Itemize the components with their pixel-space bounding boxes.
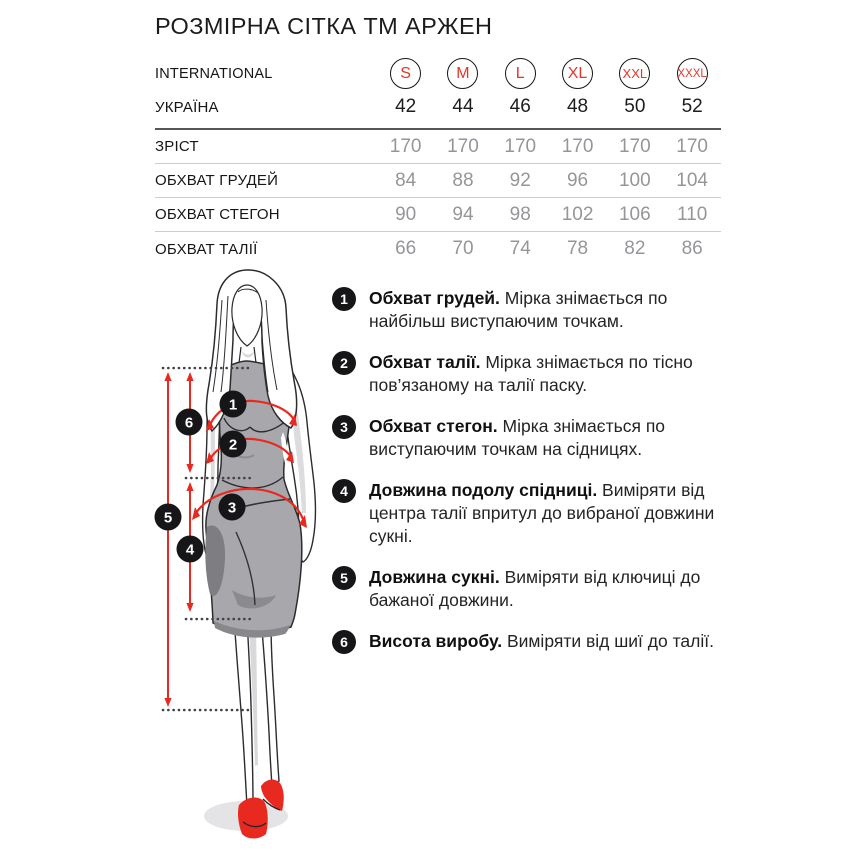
legend-item-4 xyxy=(332,479,724,548)
size-circle-xl xyxy=(549,58,606,89)
measurement-value: 96 xyxy=(566,169,589,191)
measurement-value: 170 xyxy=(618,135,651,157)
marker-5: 5 xyxy=(163,509,173,527)
size-table xyxy=(155,57,721,266)
ukraine-size-value: 44 xyxy=(452,96,474,117)
legend-item-3 xyxy=(332,415,724,461)
marker-1: 1 xyxy=(228,396,238,414)
measurement-value: 66 xyxy=(395,238,417,259)
measurement-value: 170 xyxy=(389,135,422,157)
measurement-value: 94 xyxy=(452,203,474,225)
measurement-value: 88 xyxy=(452,169,474,191)
measurement-value: 170 xyxy=(504,135,537,157)
row-label: ОБХВАТ ГРУДЕЙ xyxy=(155,172,279,189)
measurement-value: 74 xyxy=(509,238,531,259)
legend-item-1 xyxy=(332,287,724,333)
legend-text: Обхват стегон. Мірка знімається по виступаючим точкам на сідницях. xyxy=(369,416,666,459)
ukraine-size-value: 52 xyxy=(681,96,703,117)
left-shoe xyxy=(238,798,268,839)
size-circle-m xyxy=(434,58,491,89)
size-circle-badge: M xyxy=(447,58,478,89)
legend-number-badge: 5 xyxy=(332,566,356,590)
legend-number-badge: 3 xyxy=(332,415,356,439)
measurement-value: 86 xyxy=(681,238,703,259)
size-circle-s xyxy=(377,58,434,89)
measurement-value: 170 xyxy=(447,135,479,157)
header-row-international xyxy=(155,57,721,90)
row-label: ОБХВАТ СТЕГОН xyxy=(155,206,280,223)
face xyxy=(232,285,262,363)
table-row xyxy=(155,130,721,164)
marker-6: 6 xyxy=(184,414,194,432)
size-circle-badge: L xyxy=(505,58,536,89)
size-circle-xxxl xyxy=(663,58,720,89)
measurement-value: 170 xyxy=(676,135,708,157)
row-label: INTERNATIONAL xyxy=(155,65,273,82)
marker-2: 2 xyxy=(228,436,238,454)
measurement-value: 84 xyxy=(395,169,417,191)
measurement-value: 110 xyxy=(676,203,708,225)
ukraine-size-value: 42 xyxy=(395,96,417,117)
table-row xyxy=(155,164,721,198)
row-label: ЗРІСТ xyxy=(155,138,199,155)
measurement-value: 90 xyxy=(395,203,417,225)
row-label: УКРАЇНА xyxy=(155,98,219,116)
figure-legs xyxy=(234,616,279,806)
table-row xyxy=(155,198,721,232)
measurement-figure xyxy=(140,262,345,850)
legend-text: Висота виробу. Виміряти від шиї до талії. xyxy=(369,631,714,651)
legend-text: Довжина подолу спідниці. Виміряти від центра талії впритул до вибраної довжини сукні. xyxy=(369,480,715,546)
marker-3: 3 xyxy=(227,499,237,517)
legend-number-badge: 6 xyxy=(332,630,356,654)
legend-text: Обхват талії. Мірка знімається по тісно пов’язаному на талії паску. xyxy=(369,352,693,395)
measurement-value: 102 xyxy=(561,203,594,225)
marker-4: 4 xyxy=(185,541,195,559)
ukraine-size-value: 50 xyxy=(624,96,646,117)
legend-item-2 xyxy=(332,351,724,397)
size-table-header xyxy=(155,57,721,130)
size-circle-badge: S xyxy=(390,58,421,89)
measurement-value: 92 xyxy=(509,169,531,191)
measurement-value: 106 xyxy=(618,203,651,225)
size-circle-badge: XL xyxy=(562,58,593,89)
table-row xyxy=(155,232,721,266)
legend-text: Обхват грудей. Мірка знімається по найбільш виступаючим точкам. xyxy=(369,288,668,331)
measurement-value: 170 xyxy=(561,135,594,157)
size-circle-badge: XXXL xyxy=(677,58,708,89)
measurement-value: 78 xyxy=(566,238,589,259)
red-heels xyxy=(238,779,284,838)
legend-number-badge: 2 xyxy=(332,351,356,375)
measurement-legend xyxy=(332,287,724,672)
size-circle-l xyxy=(492,58,549,89)
size-circle-xxl xyxy=(606,58,663,89)
legend-text: Довжина сукні. Виміряти від ключиці до бажаної довжини. xyxy=(369,567,701,610)
page-title: РОЗМІРНА СІТКА ТМ АРЖЕН xyxy=(155,13,493,39)
measurement-value: 82 xyxy=(624,238,646,259)
measurement-value: 104 xyxy=(676,169,708,191)
size-circle-badge: XXL xyxy=(619,58,650,89)
ukraine-size-value: 48 xyxy=(566,96,589,117)
legend-number-badge: 4 xyxy=(332,479,356,503)
ukraine-size-value: 46 xyxy=(509,96,531,117)
measurement-value: 70 xyxy=(452,238,474,259)
header-row-ukraine xyxy=(155,90,721,124)
legend-item-5 xyxy=(332,566,724,612)
legend-number-badge: 1 xyxy=(332,287,356,311)
size-table-body xyxy=(155,130,721,266)
legend-item-6 xyxy=(332,630,724,654)
measurement-value: 98 xyxy=(509,203,531,225)
measurement-value: 100 xyxy=(618,169,651,191)
row-label: ОБХВАТ ТАЛІЇ xyxy=(155,240,258,258)
